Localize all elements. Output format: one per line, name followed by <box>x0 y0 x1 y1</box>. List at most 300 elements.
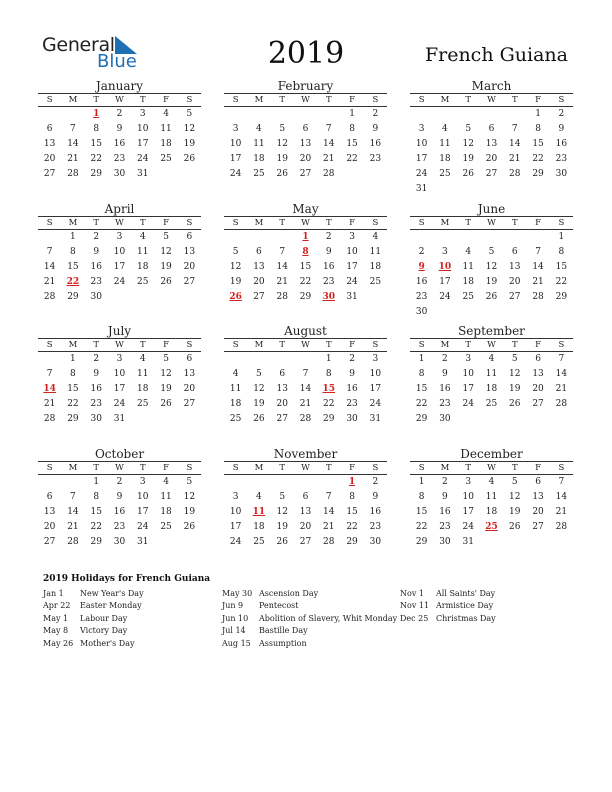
holiday-name: Victory Day <box>80 626 128 636</box>
day-cell: 12 <box>276 507 288 517</box>
weekday-label: T <box>457 216 480 230</box>
day-cell: 17 <box>369 384 382 394</box>
weekday-label: M <box>247 93 270 107</box>
day-cell: 3 <box>116 354 123 364</box>
day-cell: 5 <box>232 247 239 257</box>
day-cell: 4 <box>139 354 146 364</box>
weekday-label: F <box>340 338 363 352</box>
weekday-label: T <box>85 216 108 230</box>
day-cell: 17 <box>137 139 149 149</box>
day-cell: 25 <box>229 414 242 424</box>
day-cell: 11 <box>253 139 265 149</box>
day-cell: 1 <box>558 232 565 242</box>
holiday-day-cell: 22 <box>66 277 80 287</box>
day-cell: 16 <box>439 384 451 394</box>
day-cell: 1 <box>418 354 425 364</box>
day-cell: 17 <box>415 154 428 164</box>
day-cell: 19 <box>183 507 196 517</box>
day-cell: 25 <box>369 277 382 287</box>
holiday-date: Jun 9 <box>222 601 244 611</box>
empty-cell <box>294 107 317 122</box>
day-cell: 16 <box>555 139 568 149</box>
day-cell: 19 <box>509 507 521 517</box>
day-cell: 12 <box>509 492 521 502</box>
empty-cell <box>410 230 433 245</box>
day-cell: 28 <box>299 414 312 424</box>
day-cell: 18 <box>229 399 242 409</box>
empty-cell <box>433 107 456 122</box>
weekday-label: S <box>364 338 387 352</box>
day-cell: 12 <box>183 492 196 502</box>
day-cell: 9 <box>442 369 448 379</box>
day-cell: 28 <box>323 537 335 547</box>
month-august <box>224 324 387 427</box>
day-cell: 9 <box>93 369 100 379</box>
day-cell: 5 <box>163 354 169 364</box>
day-cell: 16 <box>113 139 126 149</box>
weekday-label: M <box>433 338 456 352</box>
day-cell: 19 <box>253 399 265 409</box>
day-cell: 10 <box>137 124 149 134</box>
day-cell: 12 <box>485 262 498 272</box>
day-cell: 16 <box>369 507 382 517</box>
day-cell: 9 <box>372 492 379 502</box>
weekday-label: S <box>550 216 573 230</box>
month-title: June <box>477 202 506 216</box>
empty-cell <box>457 230 480 245</box>
holiday-date: May 1 <box>43 613 69 623</box>
day-cell: 25 <box>160 522 172 532</box>
day-cell: 29 <box>90 169 102 179</box>
day-cell: 26 <box>183 154 196 164</box>
holiday-date: Dec 25 <box>400 613 429 623</box>
day-cell: 25 <box>485 399 498 409</box>
weekday-label: F <box>526 93 549 107</box>
weekday-label: F <box>154 338 177 352</box>
day-cell: 2 <box>325 232 332 242</box>
weekday-label: S <box>178 216 201 230</box>
empty-cell <box>224 107 247 122</box>
day-cell: 18 <box>439 154 451 164</box>
month-june <box>410 202 573 320</box>
day-cell: 25 <box>462 292 474 302</box>
day-cell: 20 <box>183 384 196 394</box>
holiday-day-cell: 11 <box>252 507 266 517</box>
day-cell: 21 <box>509 154 521 164</box>
day-cell: 8 <box>349 124 355 134</box>
empty-cell <box>38 352 61 367</box>
weekday-label: M <box>247 461 270 475</box>
weekday-label: S <box>410 93 433 107</box>
day-cell: 8 <box>70 247 76 257</box>
holiday-date: May 30 <box>222 589 253 598</box>
day-cell: 14 <box>555 369 568 379</box>
day-cell: 4 <box>256 492 262 502</box>
month-title: September <box>458 324 525 338</box>
day-cell: 9 <box>442 492 448 502</box>
weekday-label: S <box>550 338 573 352</box>
weekday-label: W <box>480 338 503 352</box>
weekday-label: T <box>131 216 154 230</box>
day-cell: 20 <box>485 154 498 164</box>
day-cell: 4 <box>442 124 448 134</box>
day-cell: 3 <box>232 492 239 502</box>
day-cell: 16 <box>415 277 428 287</box>
empty-cell <box>480 107 503 122</box>
holiday-name: All Saints' Day <box>436 589 496 598</box>
day-cell: 22 <box>346 154 358 164</box>
day-cell: 30 <box>90 292 102 302</box>
weekday-label: T <box>503 216 526 230</box>
month-october <box>38 447 201 550</box>
day-cell: 20 <box>532 507 544 517</box>
day-cell: 16 <box>369 139 382 149</box>
day-cell: 15 <box>67 262 79 272</box>
day-cell: 31 <box>113 414 126 424</box>
day-cell: 28 <box>532 292 544 302</box>
day-cell: 10 <box>113 247 126 257</box>
day-cell: 15 <box>415 507 428 517</box>
day-cell: 3 <box>442 247 448 257</box>
day-cell: 1 <box>535 109 541 119</box>
holiday-date: Jul 14 <box>222 626 246 636</box>
weekday-label: T <box>271 461 294 475</box>
day-cell: 18 <box>485 384 498 394</box>
weekday-label: T <box>271 93 294 107</box>
day-cell: 28 <box>323 169 335 179</box>
day-cell: 28 <box>276 292 288 302</box>
empty-cell <box>457 107 480 122</box>
day-cell: 22 <box>415 522 428 532</box>
month-title: December <box>460 447 523 461</box>
day-cell: 1 <box>418 477 425 487</box>
month-title: May <box>292 202 319 216</box>
day-cell: 9 <box>116 492 123 502</box>
day-cell: 14 <box>323 507 335 517</box>
weekday-label: S <box>410 338 433 352</box>
day-cell: 9 <box>325 247 332 257</box>
day-cell: 26 <box>160 399 172 409</box>
empty-cell <box>247 107 270 122</box>
holiday-day-cell: 26 <box>229 292 242 302</box>
weekday-label: F <box>154 461 177 475</box>
day-cell: 2 <box>93 354 100 364</box>
holiday-day-cell: 25 <box>485 522 498 532</box>
weekday-label: T <box>85 461 108 475</box>
day-cell: 21 <box>67 522 79 532</box>
day-cell: 13 <box>485 139 498 149</box>
day-cell: 26 <box>253 414 265 424</box>
day-cell: 22 <box>555 277 568 287</box>
month-title: April <box>104 202 135 216</box>
day-cell: 8 <box>349 492 355 502</box>
day-cell: 12 <box>276 139 288 149</box>
day-cell: 23 <box>439 399 451 409</box>
day-cell: 13 <box>43 507 56 517</box>
day-cell: 3 <box>116 232 123 242</box>
day-cell: 16 <box>90 262 102 272</box>
day-cell: 11 <box>229 384 242 394</box>
weekday-label: S <box>178 93 201 107</box>
day-cell: 16 <box>323 262 335 272</box>
day-cell: 23 <box>323 277 335 287</box>
day-cell: 10 <box>415 139 428 149</box>
month-title: February <box>277 79 334 93</box>
day-cell: 26 <box>485 292 498 302</box>
day-cell: 18 <box>462 277 474 287</box>
day-cell: 26 <box>509 522 521 532</box>
day-cell: 20 <box>253 277 265 287</box>
day-cell: 4 <box>139 232 146 242</box>
day-cell: 9 <box>93 247 100 257</box>
day-cell: 29 <box>67 414 79 424</box>
day-cell: 29 <box>90 537 102 547</box>
empty-cell <box>38 107 61 122</box>
day-cell: 5 <box>256 369 262 379</box>
empty-cell <box>224 230 247 245</box>
month-september <box>410 324 573 427</box>
day-cell: 15 <box>555 262 568 272</box>
weekday-label: S <box>224 93 247 107</box>
holidays-title: 2019 Holidays for French Guiana <box>43 574 211 584</box>
holiday-date: Nov 11 <box>400 601 430 611</box>
empty-cell <box>247 475 270 490</box>
day-cell: 4 <box>163 109 169 119</box>
day-cell: 17 <box>229 154 242 164</box>
day-cell: 25 <box>137 399 149 409</box>
day-cell: 15 <box>90 507 102 517</box>
day-cell: 31 <box>346 292 358 302</box>
weekday-label: T <box>317 338 340 352</box>
day-cell: 2 <box>418 247 425 257</box>
day-cell: 2 <box>116 477 123 487</box>
day-cell: 3 <box>139 109 146 119</box>
holiday-name: Ascension Day <box>259 589 319 598</box>
day-cell: 24 <box>113 277 126 287</box>
day-cell: 22 <box>532 154 544 164</box>
weekday-label: W <box>294 93 317 107</box>
weekday-label: S <box>550 461 573 475</box>
day-cell: 14 <box>67 507 79 517</box>
weekday-label: S <box>224 461 247 475</box>
holiday-day-cell: 10 <box>438 262 452 272</box>
day-cell: 4 <box>256 124 262 134</box>
day-cell: 8 <box>418 492 425 502</box>
day-cell: 8 <box>93 492 100 502</box>
day-cell: 7 <box>46 369 53 379</box>
day-cell: 13 <box>299 139 312 149</box>
day-cell: 2 <box>372 109 379 119</box>
day-cell: 8 <box>70 369 76 379</box>
day-cell: 27 <box>183 277 196 287</box>
weekday-label: S <box>38 93 61 107</box>
day-cell: 19 <box>276 522 288 532</box>
weekday-label: T <box>271 338 294 352</box>
day-cell: 29 <box>415 537 428 547</box>
day-cell: 7 <box>302 369 309 379</box>
day-cell: 26 <box>183 522 196 532</box>
weekday-label: T <box>503 338 526 352</box>
day-cell: 13 <box>509 262 521 272</box>
day-cell: 13 <box>532 492 544 502</box>
month-title: November <box>273 447 338 461</box>
weekday-label: M <box>61 216 84 230</box>
day-cell: 14 <box>532 262 544 272</box>
holiday-name: Pentecost <box>259 601 299 611</box>
holiday-entry <box>43 588 144 600</box>
weekday-label: W <box>294 216 317 230</box>
holiday-name: Mother's Day <box>80 638 135 648</box>
holiday-entry <box>43 638 144 650</box>
holiday-date: Apr 22 <box>43 601 71 611</box>
day-cell: 5 <box>163 232 169 242</box>
day-cell: 27 <box>253 292 265 302</box>
day-cell: 24 <box>229 169 242 179</box>
weekday-label: F <box>154 216 177 230</box>
holiday-name: Easter Monday <box>80 601 142 611</box>
weekday-label: M <box>61 338 84 352</box>
weekday-label: F <box>340 461 363 475</box>
day-cell: 27 <box>532 522 544 532</box>
day-cell: 7 <box>558 477 565 487</box>
day-cell: 18 <box>137 384 149 394</box>
day-cell: 6 <box>46 124 53 134</box>
day-cell: 5 <box>186 109 193 119</box>
day-cell: 15 <box>67 384 79 394</box>
weekday-label: S <box>224 216 247 230</box>
weekday-label: T <box>131 338 154 352</box>
day-cell: 15 <box>532 139 544 149</box>
day-cell: 19 <box>183 139 196 149</box>
day-cell: 31 <box>369 414 382 424</box>
weekday-label: S <box>38 338 61 352</box>
day-cell: 25 <box>160 154 172 164</box>
day-cell: 7 <box>70 124 76 134</box>
day-cell: 15 <box>346 139 358 149</box>
weekday-label: W <box>480 93 503 107</box>
weekday-label: S <box>364 93 387 107</box>
day-cell: 9 <box>349 369 355 379</box>
day-cell: 17 <box>113 262 126 272</box>
day-cell: 8 <box>325 369 332 379</box>
day-cell: 23 <box>439 522 451 532</box>
holiday-day-cell: 30 <box>322 292 336 302</box>
day-cell: 2 <box>442 354 448 364</box>
day-cell: 13 <box>532 369 544 379</box>
day-cell: 17 <box>229 522 242 532</box>
holiday-entry <box>222 600 397 612</box>
day-cell: 19 <box>160 384 172 394</box>
day-cell: 20 <box>276 399 288 409</box>
day-cell: 24 <box>462 399 474 409</box>
day-cell: 31 <box>462 537 474 547</box>
holiday-entry <box>400 600 496 612</box>
weekday-label: S <box>224 338 247 352</box>
day-cell: 13 <box>183 369 196 379</box>
day-cell: 27 <box>509 292 521 302</box>
day-cell: 21 <box>67 154 79 164</box>
day-cell: 30 <box>346 414 358 424</box>
day-cell: 27 <box>299 537 312 547</box>
day-cell: 3 <box>232 124 239 134</box>
month-january <box>38 79 201 182</box>
day-cell: 21 <box>555 384 568 394</box>
holidays-column <box>222 588 397 650</box>
holiday-entry <box>222 613 397 625</box>
day-cell: 18 <box>253 522 265 532</box>
day-cell: 26 <box>276 169 288 179</box>
day-cell: 6 <box>46 492 53 502</box>
weekday-label: T <box>271 216 294 230</box>
holiday-date: May 26 <box>43 638 74 648</box>
day-cell: 6 <box>302 492 309 502</box>
day-cell: 6 <box>256 247 262 257</box>
holiday-date: Jan 1 <box>43 589 64 598</box>
holiday-date: Nov 1 <box>400 589 424 598</box>
day-cell: 10 <box>369 369 382 379</box>
day-cell: 13 <box>253 262 265 272</box>
holiday-name: Abolition of Slavery, Whit Monday <box>259 613 398 623</box>
day-cell: 16 <box>113 507 126 517</box>
day-cell: 1 <box>70 354 76 364</box>
month-november <box>224 447 387 550</box>
logo-general-text: General <box>42 34 115 56</box>
day-cell: 9 <box>116 124 123 134</box>
day-cell: 30 <box>113 169 126 179</box>
day-cell: 17 <box>439 277 451 287</box>
day-cell: 20 <box>299 154 312 164</box>
day-cell: 21 <box>43 277 56 287</box>
day-cell: 31 <box>415 184 428 194</box>
day-cell: 28 <box>555 522 568 532</box>
holiday-name: Assumption <box>259 638 307 648</box>
day-cell: 29 <box>67 292 79 302</box>
day-cell: 22 <box>90 522 102 532</box>
day-cell: 6 <box>511 247 518 257</box>
month-title: March <box>471 79 512 93</box>
day-cell: 4 <box>232 369 239 379</box>
day-cell: 30 <box>90 414 102 424</box>
day-cell: 23 <box>113 154 126 164</box>
day-cell: 24 <box>369 399 382 409</box>
day-cell: 7 <box>511 124 518 134</box>
day-cell: 28 <box>555 399 568 409</box>
calendar-year: 2019 <box>267 36 345 71</box>
day-cell: 15 <box>415 384 428 394</box>
day-cell: 19 <box>276 154 288 164</box>
day-cell: 25 <box>439 169 451 179</box>
day-cell: 16 <box>346 384 358 394</box>
day-cell: 15 <box>346 507 358 517</box>
day-cell: 10 <box>462 492 474 502</box>
weekday-label: S <box>364 461 387 475</box>
day-cell: 27 <box>532 399 544 409</box>
holiday-day-cell: 1 <box>302 232 309 242</box>
holiday-entry <box>222 625 397 637</box>
day-cell: 5 <box>279 492 286 502</box>
holiday-entry <box>222 638 397 650</box>
empty-cell <box>247 352 270 367</box>
day-cell: 22 <box>299 277 312 287</box>
day-cell: 28 <box>43 292 56 302</box>
day-cell: 8 <box>418 369 425 379</box>
holiday-day-cell: 15 <box>322 384 336 394</box>
holiday-date: Aug 15 <box>222 638 251 648</box>
day-cell: 29 <box>415 414 428 424</box>
holiday-entry <box>400 588 496 600</box>
day-cell: 26 <box>276 537 288 547</box>
day-cell: 24 <box>137 154 149 164</box>
